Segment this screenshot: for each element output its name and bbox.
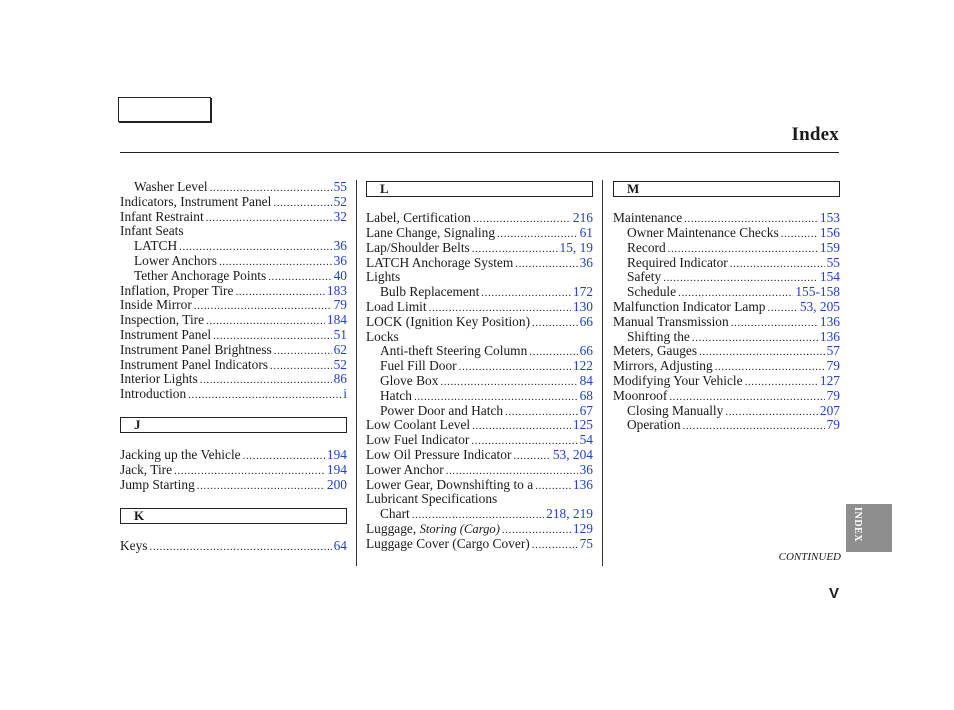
entry-label [120,448,241,463]
dot-leader [270,359,332,374]
index-entry[interactable] [366,315,593,330]
entry-label [366,256,513,271]
index-subentry[interactable] [120,239,347,254]
page-link[interactable]: 55 [333,179,347,194]
entry-text: Mirrors, Adjusting [613,358,713,374]
dot-leader [197,479,325,494]
dot-leader [481,286,571,301]
index-column-2 [366,180,593,552]
dot-leader [273,196,331,211]
entry-text: Bulb Replacement [380,284,480,300]
page-number: V [828,585,839,602]
dot-leader [440,375,577,390]
entry-label [366,448,511,463]
index-subentry[interactable] [613,270,840,285]
index-entry[interactable] [613,359,840,374]
section-letter-header: K [120,508,347,524]
page-link[interactable]: 156 [819,225,840,241]
page-link[interactable]: 57 [826,343,840,359]
page-link[interactable]: 66 [579,343,593,359]
index-entry[interactable] [120,328,347,343]
entry-label [120,463,172,478]
index-entry [366,492,593,507]
index-entry[interactable] [366,211,593,226]
dot-leader [781,227,818,242]
index-subentry[interactable] [366,285,593,300]
index-entry[interactable] [366,522,593,537]
index-entry[interactable] [120,210,347,225]
entry-text: Lower Anchors [134,252,217,268]
entry-label [627,256,728,271]
continued-note: CONTINUED [778,551,841,563]
entry-label [613,344,697,359]
index-entry[interactable] [120,387,347,402]
page-link[interactable]: 55 [826,254,840,270]
spacer [120,433,347,448]
page-link[interactable]: 52 [333,356,347,372]
index-subentry[interactable] [366,404,593,419]
index-entry [366,270,593,285]
page-link[interactable]: 64 [333,537,347,553]
index-entry[interactable] [366,448,593,463]
page-link[interactable]: 68 [579,387,593,403]
index-entry[interactable] [366,418,593,433]
entry-text: Low Coolant Level [366,417,471,433]
dot-leader [505,405,578,420]
index-entry[interactable] [120,539,347,554]
entry-label [134,254,217,269]
dot-leader [235,285,324,300]
entry-label [120,224,184,239]
index-subentry[interactable] [613,404,840,419]
entry-label [613,300,765,315]
dot-leader [150,540,332,555]
dot-leader [532,538,578,553]
entry-label [627,226,779,241]
entry-label [134,180,208,195]
page-link[interactable]: 127 [819,373,840,389]
entry-text: Inflation, Proper Tire [120,282,234,298]
entry-text: Lower Anchor [366,461,444,477]
dot-leader [274,344,332,359]
entry-text: Lower Gear, Downshifting to a [366,476,534,492]
page-link[interactable]: 79 [826,358,840,374]
page-link[interactable]: 153 [819,210,840,226]
dot-leader [515,257,577,272]
entry-label [366,522,500,537]
side-tab-label: INDEX [852,507,863,543]
entry-text: Jack, Tire [120,461,173,477]
entry-label [120,298,192,313]
entry-text: Chart [380,506,410,522]
dot-leader [692,331,818,346]
dot-leader [459,360,571,375]
entry-label [627,270,661,285]
spacer [120,524,347,539]
entry-text: Safety [627,269,662,285]
entry-label [120,539,148,554]
dot-leader [535,479,571,494]
entry-text: Manual Transmission [613,313,729,329]
entry-label [613,211,682,226]
page-link[interactable]: 79 [826,417,840,433]
entry-label [366,418,470,433]
entry-text: LATCH [134,238,178,254]
entry-text: Owner Maintenance Checks [627,225,779,241]
page-link[interactable]: 53, 204 [552,447,593,463]
entry-text: Introduction [120,386,187,402]
page-link[interactable]: 159 [819,239,840,255]
entry-italic-text: Storing (Cargo) [419,522,500,537]
page-link[interactable]: 194 [326,447,347,463]
entry-label [366,330,399,345]
entry-label [627,404,723,419]
index-entry[interactable] [120,343,347,358]
dot-leader [188,388,341,403]
page-link[interactable]: 15, 19 [559,239,593,255]
entry-label [366,300,427,315]
index-column-1 [120,180,347,553]
entry-text: Low Fuel Indicator [366,432,470,448]
dot-leader [532,316,578,331]
page-link[interactable]: 79 [826,387,840,403]
page-link[interactable]: 36 [333,252,347,268]
index-subentry[interactable] [613,241,840,256]
entry-text: Washer Level [134,179,208,194]
entry-text: Schedule [627,284,677,300]
index-entry[interactable] [366,478,593,493]
index-column-3 [613,180,840,433]
entry-text: Keys [120,537,148,553]
entry-text: Modifying Your Vehicle [613,373,743,389]
entry-label [366,211,471,226]
dot-leader [268,270,331,285]
entry-text: Inside Mirror [120,297,192,313]
entry-label [120,195,271,210]
dot-leader [731,316,818,331]
index-entry[interactable] [120,448,347,463]
page-link[interactable]: 207 [819,402,840,418]
entry-label [120,313,204,328]
entry-label [366,492,497,507]
entry-text: Lubricant Specifications [366,491,498,507]
entry-label [613,389,667,404]
index-entry[interactable] [613,211,840,226]
entry-label [134,239,177,254]
index-entry[interactable] [366,226,593,241]
page-link[interactable]: 194 [326,461,347,477]
entry-label [120,328,211,343]
dot-leader [194,299,332,314]
dot-leader [206,211,332,226]
page-link[interactable]: 61 [579,225,593,241]
index-subentry[interactable] [366,507,593,522]
spacer [613,197,840,212]
entry-label [613,374,743,389]
dot-leader [725,405,818,420]
entry-label [627,330,690,345]
entry-text: Instrument Panel Indicators [120,356,269,372]
entry-text: Jump Starting [120,476,195,492]
page-link[interactable]: 154 [819,269,840,285]
index-entry[interactable] [120,195,347,210]
page-link[interactable]: 122 [572,358,593,374]
entry-text: Interior Lights [120,371,198,387]
entry-text: Required Indicator [627,254,728,270]
dot-leader [243,449,325,464]
entry-text: Luggage, [366,521,417,537]
entry-label [627,241,666,256]
index-entry[interactable] [613,300,840,315]
spacer [120,402,347,417]
page-link[interactable]: 54 [579,432,593,448]
index-entry[interactable] [613,389,840,404]
dot-leader [529,345,577,360]
entry-text: LOCK (Ignition Key Position) [366,313,531,329]
dot-leader [206,314,325,329]
index-entry[interactable] [613,315,840,330]
entry-label [366,478,533,493]
page-link[interactable]: 216 [572,210,593,226]
page-link[interactable]: 66 [579,313,593,329]
index-entry [120,224,347,239]
index-entry[interactable] [120,284,347,299]
page-link[interactable]: i [343,386,347,402]
section-tab-box [118,97,211,122]
page-link[interactable]: 62 [333,341,347,357]
index-subentry[interactable] [366,374,593,389]
entry-text: Lap/Shoulder Belts [366,239,470,255]
page-link[interactable]: 136 [819,313,840,329]
index-subentry[interactable] [366,359,593,374]
entry-text: Inspection, Tire [120,312,205,328]
page-link[interactable]: 183 [326,282,347,298]
entry-label [627,285,676,300]
entry-text: Infant Seats [120,223,184,239]
index-subentry[interactable] [120,254,347,269]
entry-text: Infant Restraint [120,208,204,224]
index-subentry[interactable] [366,389,593,404]
entry-label [366,241,470,256]
page-link[interactable]: 86 [333,371,347,387]
dot-leader [174,464,325,479]
page-link[interactable]: 136 [572,476,593,492]
entry-label [380,507,410,522]
entry-text: Lights [366,269,401,285]
entry-label [366,270,400,285]
page-link[interactable]: 172 [572,284,593,300]
index-entry[interactable] [366,537,593,552]
index-entry[interactable] [120,358,347,373]
index-entry[interactable] [366,463,593,478]
index-subentry[interactable] [613,285,840,300]
page-link[interactable]: 218, 219 [546,506,593,522]
entry-label [380,389,412,404]
index-side-tab[interactable] [846,504,892,552]
page-link[interactable]: 32 [333,208,347,224]
entry-text: Fuel Fill Door [380,358,457,374]
page-link[interactable]: 136 [819,328,840,344]
dot-leader [730,257,825,272]
entry-label [120,358,268,373]
index-subentry[interactable] [120,269,347,284]
entry-text: Closing Manually [627,402,724,418]
section-letter-header: L [366,181,593,197]
entry-label [613,315,729,330]
entry-text: Moonroof [613,387,668,403]
entry-label [120,387,186,402]
index-subentry[interactable] [120,180,347,195]
entry-label [134,269,266,284]
entry-text: Instrument Panel Brightness [120,341,272,357]
entry-text: Locks [366,328,399,344]
dot-leader [412,508,544,523]
page-link[interactable]: 36 [579,461,593,477]
spacer [366,197,593,212]
entry-text: Shifting the [627,328,690,344]
index-entry[interactable] [120,463,347,478]
entry-label [120,372,198,387]
dot-leader [200,373,332,388]
page-link[interactable]: 51 [333,326,347,342]
entry-text: Maintenance [613,210,683,226]
page-link[interactable]: 67 [579,402,593,418]
page-link[interactable]: 129 [572,521,593,537]
dot-leader [472,419,571,434]
entry-label [366,463,444,478]
entry-text: Load Limit [366,299,427,315]
index-entry[interactable] [613,344,840,359]
index-subentry[interactable] [613,256,840,271]
index-entry[interactable] [120,372,347,387]
entry-label [380,285,479,300]
section-letter-header: J [120,417,347,433]
page-link[interactable]: 52 [333,193,347,209]
dot-leader [513,449,550,464]
entry-text: Malfunction Indicator Lamp [613,299,766,315]
entry-text: Jacking up the Vehicle [120,447,241,463]
dot-leader [767,301,797,316]
entry-label [366,537,530,552]
entry-text: Operation [627,417,681,433]
entry-text: Luggage Cover (Cargo Cover) [366,535,530,551]
index-entry[interactable] [613,374,840,389]
index-subentry[interactable] [613,330,840,345]
entry-text: Lane Change, Signaling [366,225,496,241]
index-entry[interactable] [366,241,593,256]
entry-text: Tether Anchorage Points [134,267,267,283]
entry-text: Meters, Gauges [613,343,698,359]
spacer [120,492,347,507]
index-entry[interactable] [366,300,593,315]
entry-label [627,418,681,433]
entry-text: Instrument Panel [120,326,212,342]
entry-text: LATCH Anchorage System [366,254,514,270]
entry-label [120,284,233,299]
page-link[interactable]: 130 [572,299,593,315]
entry-text: Low Oil Pressure Indicator [366,447,512,463]
page-link[interactable]: 125 [572,417,593,433]
index-entry[interactable] [366,256,593,271]
page-link[interactable]: 36 [579,254,593,270]
index-subentry[interactable] [613,226,840,241]
entry-label [380,374,438,389]
dot-leader [683,419,825,434]
entry-label [120,210,204,225]
entry-text: Anti-theft Steering Column [380,343,528,359]
entry-label [120,343,272,358]
page-link[interactable]: 75 [579,535,593,551]
entry-text: Hatch [380,387,412,403]
entry-text: Record [627,239,666,255]
entry-label [366,315,530,330]
page-link[interactable]: 184 [326,312,347,328]
page-link[interactable]: 53, 205 [799,299,840,315]
entry-text: Label, Certification [366,210,471,226]
page-link[interactable]: 79 [333,297,347,313]
page-link[interactable]: 200 [326,476,347,492]
entry-label [120,478,195,493]
dot-leader [699,345,825,360]
entry-text: Power Door and Hatch [380,402,504,418]
section-letter-header: M [613,181,840,197]
entry-label [380,359,457,374]
page-link[interactable]: 155-158 [795,284,840,300]
index-subentry[interactable] [366,344,593,359]
index-subentry[interactable] [613,418,840,433]
index-entry[interactable] [120,313,347,328]
entry-text: Glove Box [380,373,439,389]
index-entry[interactable] [120,478,347,493]
index-entry [366,330,593,345]
index-entry[interactable] [366,433,593,448]
index-entry[interactable] [120,298,347,313]
entry-text: Indicators, Instrument Panel [120,193,272,209]
dot-leader [745,375,818,390]
column-divider [356,180,357,566]
page-title: Index [791,124,839,145]
entry-label [380,404,503,419]
page-link[interactable]: 40 [333,267,347,283]
entry-label [380,344,527,359]
entry-label [613,359,713,374]
header-rule [120,152,839,153]
entry-label [366,433,469,448]
page-link[interactable]: 84 [579,373,593,389]
column-divider [602,180,603,566]
page-link[interactable]: 36 [333,238,347,254]
entry-label [366,226,495,241]
